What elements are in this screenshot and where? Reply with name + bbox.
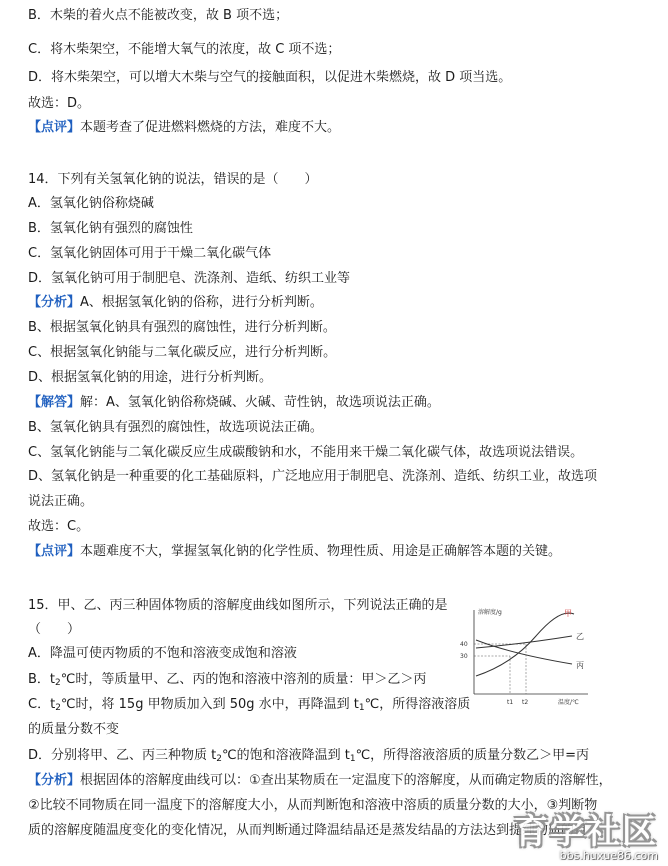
solution-tag: 【解答】 <box>28 395 81 410</box>
q15-option-d <box>28 746 589 769</box>
q14-option-c: C．氢氧化钠固体可用于干燥二氧化碳气体 <box>28 246 272 261</box>
review-13 <box>28 118 340 138</box>
analysis-tag: 【分析】 <box>28 295 81 310</box>
q14-option-b: B．氢氧化钠有强烈的腐蚀性 <box>28 221 193 236</box>
watermark-logo: 育学社区 <box>514 812 658 852</box>
analysis-15 <box>28 771 612 791</box>
series-label-jia: 甲 <box>564 609 572 618</box>
review-text: 本题难度不大，掌握氢氧化钠的化学性质、物理性质、用途是正确解答本题的关键。 <box>80 544 562 559</box>
analysis-text: A、根据氢氧化钠的俗称，进行分析判断。 <box>80 295 323 310</box>
y-axis-label: 溶解度/g <box>478 609 502 616</box>
q14-option-a: A．氢氧化钠俗称烧碱 <box>28 196 154 211</box>
review-tag: 【点评】 <box>28 544 81 559</box>
series-line-bing <box>476 640 572 664</box>
review-tag: 【点评】 <box>28 120 81 135</box>
answer-13: 故选：D。 <box>28 96 91 111</box>
question-15-paren: （ ） <box>28 622 81 637</box>
x-axis-label: 温度/℃ <box>558 699 579 706</box>
text: B．t <box>28 672 56 687</box>
text: ℃，所得溶液溶质 <box>364 697 471 712</box>
question-14: 14．下列有关氢氧化钠的说法，错误的是（ ） <box>28 172 318 187</box>
solubility-chart <box>452 606 594 710</box>
x-tick-label-t2: t2 <box>522 699 529 706</box>
question-15: 15．甲、乙、丙三种固体物质的溶解度曲线如图所示，下列说法正确的是 <box>28 598 448 613</box>
q15-option-a: A．降温可使丙物质的不饱和溶液变成饱和溶液 <box>28 646 297 661</box>
review-text: 本题考查了促进燃料燃烧的方法，难度不大。 <box>80 120 341 135</box>
analysis-14-d: D、根据氢氧化钠的用途，进行分析判断。 <box>28 370 273 385</box>
solution-14-d: D、氢氧化钠是一种重要的化工基础原料，广泛地应用于制肥皂、洗涤剂、造纸、纺织工业，故选项 <box>28 469 598 484</box>
solution-14 <box>28 393 440 413</box>
text: ℃时，等质量甲、乙、丙的饱和溶液中溶剂的质量：甲＞乙＞丙 <box>60 672 427 687</box>
subscript: 2 <box>216 754 222 764</box>
analysis-14 <box>28 293 323 313</box>
q15-option-b <box>28 670 426 693</box>
analysis-15-2: ②比较不同物质在同一温度下的溶解度大小，从而判断饱和溶液中溶质的质量分数的大小，③判断物 <box>28 798 598 813</box>
text: ℃，所得溶液溶质的质量分数乙＞甲=丙 <box>355 748 590 763</box>
subscript: 2 <box>55 703 61 713</box>
analysis-14-c: C、根据氢氧化钠能与二氧化碳反应，进行分析判断。 <box>28 345 337 360</box>
analysis-tag: 【分析】 <box>28 773 81 788</box>
option-b-prev: B．木柴的着火点不能被改变，故 B 项不选； <box>28 8 289 23</box>
text: ℃时，将 15g 甲物质加入到 50g 水中，再降温到 t <box>60 697 359 712</box>
q14-option-d: D．氢氧化钠可用于制肥皂、洗涤剂、造纸、纺织工业等 <box>28 271 351 286</box>
option-c-prev: C．将木柴架空，不能增大氧气的浓度，故 C 项不选； <box>28 42 341 57</box>
watermark-url: bbs.huxue86.com <box>559 849 658 862</box>
x-tick-label-t1: t1 <box>507 699 514 706</box>
subscript: 1 <box>358 703 365 713</box>
series-label-bing: 丙 <box>576 661 584 670</box>
subscript: 2 <box>55 678 61 688</box>
option-d-prev: D．将木柴架空，可以增大木柴与空气的接触面积，以促进木柴燃烧，故 D 项当选。 <box>28 70 512 85</box>
series-label-yi: 乙 <box>576 632 584 641</box>
analysis-text: 根据固体的溶解度曲线可以：①查出某物质在一定温度下的溶解度，从而确定物质的溶解性， <box>80 773 612 788</box>
solution-14-d-cont: 说法正确。 <box>28 494 94 509</box>
series-line-jia <box>476 613 574 676</box>
solution-14-c: C、氢氧化钠能与二氧化碳反应生成碳酸钠和水，不能用来干燥二氧化碳气体，故选项说法错误。 <box>28 445 584 460</box>
review-14 <box>28 542 561 562</box>
text: D．分别将甲、乙、丙三种物质 t <box>28 748 217 763</box>
text: ℃的饱和溶液降温到 t <box>221 748 350 763</box>
analysis-15-3: 质的溶解度随温度变化的变化情况，从而判断通过降温结晶还是蒸发结晶的方法达到提纯物质的目 <box>28 823 588 838</box>
y-tick-label-40: 40 <box>460 641 468 648</box>
answer-14: 故选：C。 <box>28 519 90 534</box>
series-line-yi <box>476 636 572 648</box>
q15-option-c-cont: 的质量分数不变 <box>28 722 120 737</box>
text: C．t <box>28 697 56 712</box>
analysis-14-b: B、根据氢氧化钠具有强烈的腐蚀性，进行分析判断。 <box>28 320 336 335</box>
watermark <box>514 804 658 862</box>
solution-text: 解：A、氢氧化钠俗称烧碱、火碱、苛性钠，故选项说法正确。 <box>80 395 440 410</box>
subscript: 1 <box>349 754 356 764</box>
solution-14-b: B、氢氧化钠具有强烈的腐蚀性，故选项说法正确。 <box>28 420 323 435</box>
y-tick-label-30: 30 <box>460 653 468 660</box>
q15-option-c <box>28 695 470 718</box>
